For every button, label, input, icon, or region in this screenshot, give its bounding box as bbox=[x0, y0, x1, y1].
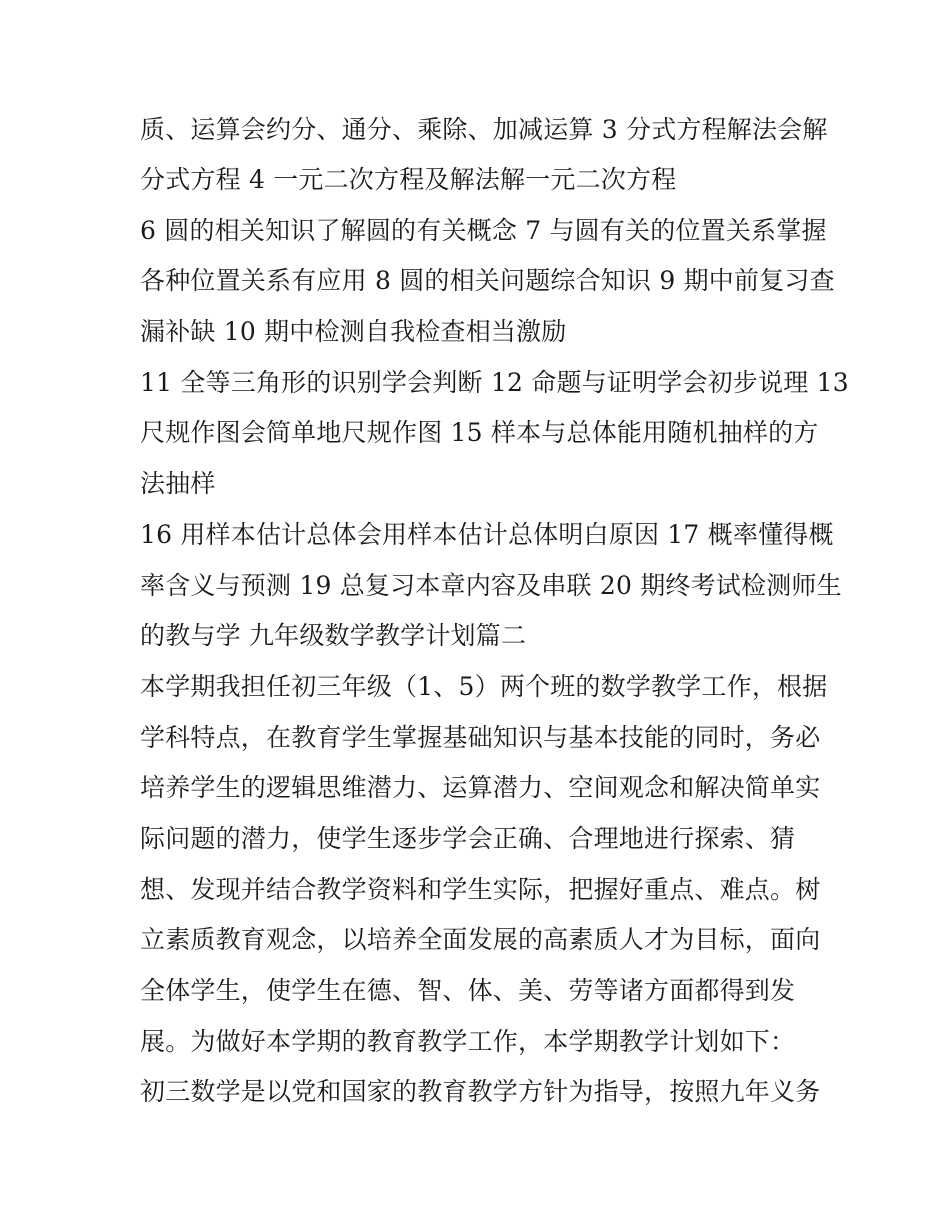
text-line: 分式方程 4 一元二次方程及解法解一元二次方程 bbox=[140, 165, 677, 194]
text-line: 初三数学是以党和国家的教育教学方针为指导，按照九年义务 bbox=[140, 1077, 821, 1106]
text-line: 16 用样本估计总体会用样本估计总体明白原因 17 概率懂得概 bbox=[140, 520, 834, 549]
text-line: 11 全等三角形的识别学会判断 12 命题与证明学会初步说理 13 bbox=[140, 368, 849, 397]
text-line: 际问题的潜力，使学生逐步学会正确、合理地进行探索、猜 bbox=[140, 824, 796, 853]
text-line: 尺规作图会简单地尺规作图 15 样本与总体能用随机抽样的方 bbox=[140, 418, 819, 447]
text-line: 的教与学 九年级数学教学计划篇二 bbox=[140, 621, 527, 650]
text-line: 率含义与预测 19 总复习本章内容及串联 20 期终考试检测师生 bbox=[140, 571, 842, 600]
text-line: 立素质教育观念，以培养全面发展的高素质人才为目标，面向 bbox=[140, 925, 821, 954]
text-line: 想、发现并结合教学资料和学生实际，把握好重点、难点。树 bbox=[140, 875, 821, 904]
text-line: 全体学生，使学生在德、智、体、美、劳等诸方面都得到发 bbox=[140, 976, 796, 1005]
text-line: 学科特点，在教育学生掌握基础知识与基本技能的同时，务必 bbox=[140, 723, 821, 752]
text-line: 6 圆的相关知识了解圆的有关概念 7 与圆有关的位置关系掌握 bbox=[140, 216, 827, 245]
text-line: 法抽样 bbox=[140, 469, 216, 498]
text-line: 质、运算会约分、通分、乘除、加减运算 3 分式方程解法会解 bbox=[140, 115, 828, 144]
text-line: 本学期我担任初三年级（1、5）两个班的数学教学工作，根据 bbox=[140, 672, 828, 701]
text-line: 培养学生的逻辑思维潜力、运算潜力、空间观念和解决简单实 bbox=[140, 773, 821, 802]
text-line: 各种位置关系有应用 8 圆的相关问题综合知识 9 期中前复习查 bbox=[140, 266, 835, 295]
text-line: 展。为做好本学期的教育教学工作，本学期教学计划如下： bbox=[140, 1027, 796, 1056]
text-line: 漏补缺 10 期中检测自我检查相当激励 bbox=[140, 317, 567, 346]
